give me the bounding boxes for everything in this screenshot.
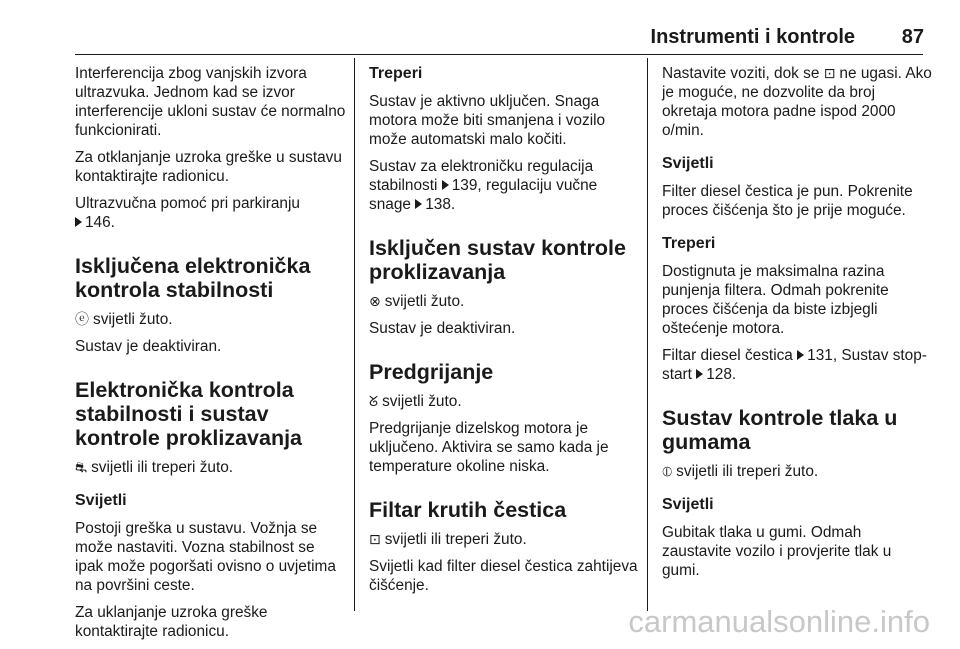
watermark: carmanualsonline.info [628,604,930,639]
page-header [0,0,960,56]
paragraph: Filter diesel čestica je pun. Pokrenite proces čišćenja što je prije moguće. [662,183,913,219]
page-reference[interactable]: 139, regulaciju vučne snage [369,177,598,213]
section-heading: Isključen sustav kontrole proklizavanja [369,236,626,284]
page-reference[interactable]: 138. [425,196,456,213]
paragraph: Sustav je deaktiviran. [75,338,222,355]
page-reference-arrow-icon [797,350,804,360]
paragraph-text: Sustav za elektroničku regulacija stabilnosti [369,158,594,194]
page-reference[interactable]: 131, Sustav stop-start [662,347,927,383]
traction-control-off-icon: ⊗ [369,293,381,309]
subheading: Svijetli [75,492,127,509]
column-divider [647,58,648,611]
column-3 [662,64,932,588]
page-reference[interactable]: 146. [85,214,115,231]
paragraph [662,64,932,140]
indicator-line [369,292,641,311]
subheading: Svijetli [662,155,714,172]
section-heading: Isključena elektronička kontrola stabilnosti [75,254,311,302]
page-reference-arrow-icon [415,199,422,209]
paragraph-text: Nastavite voziti, dok se [662,65,820,82]
paragraph [369,157,641,214]
column-2 [369,64,641,603]
paragraph: Dostignuta je maksimalna razina punjenja filtera. Odmah pokrenite proces čišćenja da biste izbjegli oštećenje motora. [662,263,889,337]
section-heading: Predgrijanje [369,360,494,384]
glow-plug-icon: ᘜ [369,393,379,409]
diesel-particulate-filter-icon: ⊡ [823,65,836,81]
paragraph-text: ne ugasi. Ako je moguće, ne dozvolite da broj okretaja motora padne ispod 2000 o/min. [662,65,932,139]
paragraph: Sustav je aktivno uključen. Snaga motora može biti smanjena i vozilo može automatski malo kočiti. [369,93,606,148]
column-1 [75,64,347,649]
paragraph: Za uklanjanje uzroka greške kontaktirajte radionicu. [75,604,268,640]
column-divider [354,58,355,611]
chapter-title: Instrumenti i kontrole [650,26,855,48]
paragraph: Svijetli kad filter diesel čestica zahtijeva čišćenje. [369,558,638,594]
subheading: Svijetli [662,496,714,513]
indicator-text: svijetli ili treperi žuto. [91,459,234,476]
paragraph: Gubitak tlaka u gumi. Odmah zaustavite vozilo i provjerite tlak u gumi. [662,524,892,579]
indicator-line [369,392,641,411]
subheading: Treperi [662,235,716,252]
paragraph: Postoji greška u sustavu. Vožnja se može nastaviti. Vozna stabilnost se ipak može pogoršati ovisno o uvjetima na površini ceste. [75,520,336,594]
indicator-text: svijetli žuto. [93,311,173,328]
page-reference[interactable]: 128. [706,366,737,383]
paragraph: Za otklanjanje uzroka greške u sustavu kontaktirajte radionicu. [75,149,342,185]
indicator-text: svijetli ili treperi žuto. [384,531,527,548]
page-reference-arrow-icon [75,217,82,227]
diesel-particulate-filter-icon: ⊡ [369,531,381,547]
paragraph: Predgrijanje dizelskog motora je uključeno. Aktivira se samo kada je temperature okoline niska. [369,420,609,475]
indicator-text: svijetli žuto. [382,393,462,410]
paragraph-text: Ultrazvučna pomoć pri parkiranju [75,195,300,212]
paragraph [75,194,347,232]
indicator-text: svijetli žuto. [384,293,465,310]
paragraph: Sustav je deaktiviran. [369,320,516,337]
page-reference-arrow-icon [442,180,449,190]
indicator-line [662,462,932,481]
tire-pressure-icon: ⦶ [662,463,673,479]
section-heading: Elektronička kontrola stabilnosti i sustav kontrole proklizavanja [75,378,303,450]
section-heading: Sustav kontrole tlaka u gumama [662,406,898,454]
header-divider [75,54,923,55]
page-number: 87 [901,26,924,48]
page-reference-arrow-icon [696,369,703,379]
paragraph: Interferencija zbog vanjskih izvora ultrazvuka. Jednom kad se izvor interferencije ukloni sustav će normalno funkcionirati. [75,65,346,139]
indicator-line [75,458,347,477]
indicator-text: svijetli ili treperi žuto. [676,463,819,480]
esc-off-icon: ⓔ [75,311,89,327]
subheading: Treperi [369,65,423,82]
section-heading: Filtar krutih čestica [369,498,567,522]
indicator-line [75,310,347,329]
indicator-line [369,530,641,549]
esc-icon: ⛐ [75,459,88,475]
paragraph-text: Filtar diesel čestica [662,347,793,364]
paragraph [662,346,932,384]
